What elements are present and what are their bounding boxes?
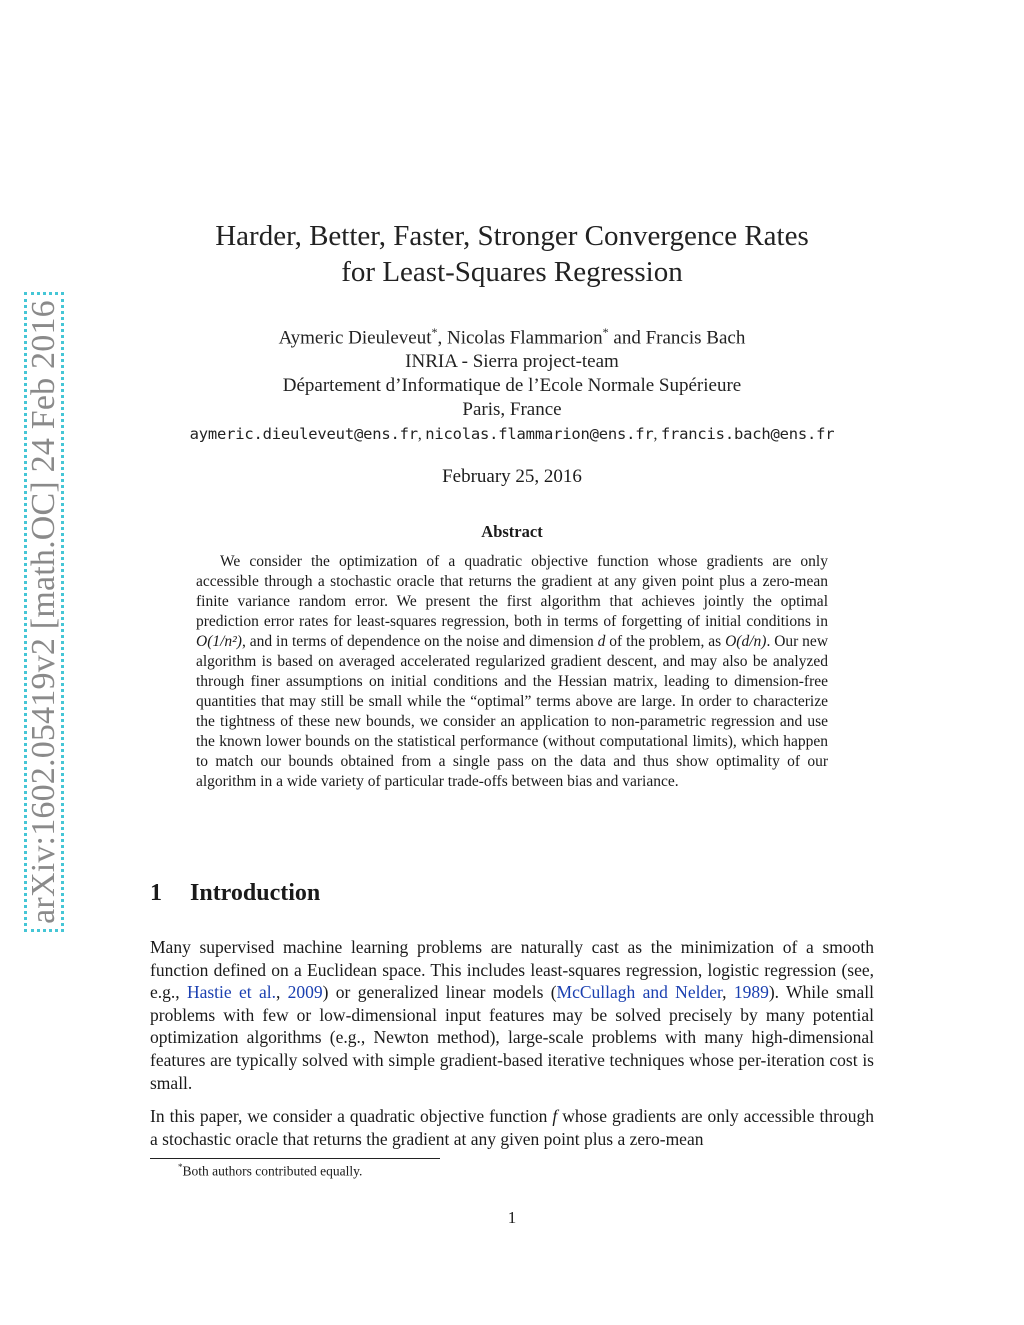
- math-expression: O(d/n): [725, 633, 767, 650]
- abstract-heading: Abstract: [481, 522, 543, 541]
- citation-link[interactable]: 1989: [733, 982, 769, 1003]
- paper-date: February 25, 2016: [442, 466, 582, 487]
- paper-title: [150, 218, 874, 290]
- citation-link[interactable]: 2009: [287, 982, 323, 1003]
- abstract-text: [196, 552, 828, 792]
- body-paragraph: [150, 936, 874, 1094]
- affiliation-1: INRIA - Sierra project-team: [405, 351, 619, 373]
- math-expression: f: [552, 1106, 558, 1126]
- author-3: Francis Bach: [645, 327, 746, 349]
- math-expression: O(1/n²): [196, 633, 242, 650]
- citation-link[interactable]: Hastie et al.: [186, 982, 276, 1003]
- email-line: [120, 422, 904, 447]
- email-2[interactable]: nicolas.flammarion@ens.fr: [425, 425, 654, 444]
- title-line-1: Harder, Better, Faster, Stronger Convergence Rates: [215, 220, 809, 252]
- citation-link[interactable]: McCullagh and Nelder: [556, 982, 723, 1003]
- abstract-segment: of the problem, as: [605, 633, 726, 650]
- arxiv-identifier: arXiv:1602.05419v2 [math.OC] 24 Feb 2016: [25, 300, 62, 924]
- section-title: Introduction: [190, 880, 321, 906]
- paragraph-segment: ) or generalized linear models (: [322, 982, 557, 1003]
- author-2: Nicolas Flammarion: [447, 327, 603, 349]
- footnote-mark: *: [178, 1162, 183, 1172]
- author-line: [120, 320, 904, 350]
- email-3[interactable]: francis.bach@ens.fr: [660, 425, 835, 444]
- location: Paris, France: [462, 399, 562, 421]
- paragraph-segment: ,: [722, 982, 734, 1003]
- page-number: 1: [507, 1208, 517, 1227]
- author-1: Aymeric Dieuleveut: [278, 327, 432, 349]
- arxiv-stamp: [24, 292, 64, 932]
- paragraph-segment: ,: [275, 982, 288, 1003]
- paragraph-segment: ). While small problems with few or low-dimensional input features may be solved precisely by many potential optimization algorithms (e.g., Newton method), large-scale problems with many high-dimensional features are typically solved with simple gradient-based iterative techniques whose per-iteration cost is small.: [150, 982, 875, 1093]
- affiliation-2: Département d’Informatique de l’Ecole Normale Supérieure: [282, 375, 742, 397]
- math-expression: d: [597, 633, 606, 650]
- paragraph-segment: whose gradients are only accessible through a stochastic oracle that returns the gradient at any given point plus a zero-mean: [150, 1106, 874, 1149]
- abstract-segment: . Our new algorithm is based on averaged accelerated regularized gradient descent, and may also be analyzed through finer assumptions on initial conditions and the Hessian matrix, leading to dimension-free quantities that may still be small while the “optimal” terms above are large. In order to characterize the tightness of these new bounds, we consider an application to non-parametric regression and use the known lower bounds on the statistical performance (without computational limits), which happen to match our bounds obtained from a single pass on the data and thus show optimality of our algorithm in a wide variety of particular trade-offs between bias and variance.: [196, 633, 829, 790]
- paragraph-segment: Many supervised machine learning problems are naturally cast as the minimization of a smooth function defined on a Euclidean space. This includes least-squares regression, logistic regression (see, e.g.,: [150, 937, 874, 1003]
- footnote: [178, 1162, 362, 1180]
- author-separator: and: [608, 327, 646, 349]
- author-separator: ,: [437, 327, 447, 349]
- abstract-segment: We consider the optimization of a quadratic objective function whose gradients are only accessible through a stochastic oracle that returns the gradient at any given point plus a zero-mean finite variance random error. We present the first algorithm that achieves jointly the optimal prediction error rates for least-squares regression, both in terms of forgetting of initial conditions in: [196, 553, 828, 630]
- abstract-segment: , and in terms of dependence on the noise and dimension: [241, 633, 598, 650]
- email-1[interactable]: aymeric.dieuleveut@ens.fr: [189, 425, 418, 444]
- footnote-text: Both authors contributed equally.: [182, 1163, 363, 1179]
- section-number: 1: [150, 880, 162, 906]
- author-block: [120, 320, 904, 447]
- email-separator: ,: [653, 426, 661, 444]
- section-heading: [150, 880, 320, 907]
- author-2-mark: *: [602, 325, 609, 339]
- email-separator: ,: [417, 426, 426, 444]
- title-line-2: for Least-Squares Regression: [341, 256, 683, 288]
- body-paragraph: [150, 1105, 874, 1150]
- author-1-mark: *: [431, 325, 438, 339]
- paragraph-segment: In this paper, we consider a quadratic objective function: [150, 1106, 553, 1126]
- footnote-divider: [150, 1158, 440, 1159]
